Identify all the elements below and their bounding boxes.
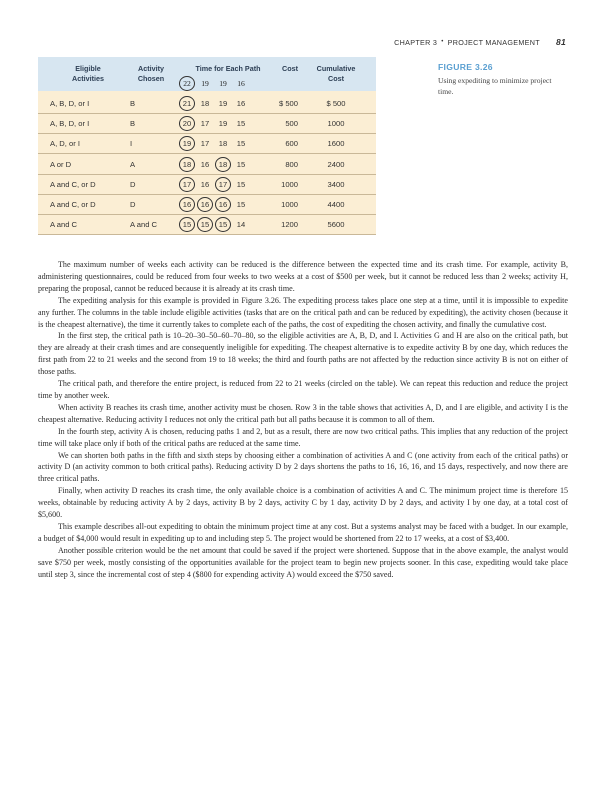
table-row — [38, 174, 376, 195]
figure-label: FIGURE 3.26 — [438, 62, 493, 72]
body-paragraph: In the first step, the critical path is 10–20–30–50–60–70–80, so the eligible activities are A, B, D, and I. Activities G and H are also on the critical path, but they are already at their crash times and are consequently ineligible for expediting. The cheapest alternative is to expedite activity B by one day, which reduces the first path from 22 to 21 weeks and the second from 19 to 18 weeks; the third and fourth paths are not affected by the reduction since activity B is not on either of those paths. — [38, 331, 568, 377]
eligible-activities: A, B, D, or I — [50, 119, 90, 129]
activity-chosen: D — [130, 179, 136, 189]
path-time: 15 — [236, 200, 246, 209]
header-cumulative: Cumulative Cost — [316, 64, 356, 83]
path-times — [179, 157, 249, 172]
header-chosen: Activity Chosen — [137, 64, 165, 83]
path-times — [179, 116, 249, 131]
eligible-activities: A and C, or D — [50, 179, 96, 189]
table-row — [38, 133, 376, 154]
path-time: 16 — [236, 99, 246, 108]
activity-chosen: B — [130, 119, 136, 129]
header-bullet: • — [441, 39, 444, 45]
header-eligible: Eligible Activities — [72, 64, 104, 83]
table-row — [38, 113, 376, 134]
cost: 1200 — [281, 220, 298, 230]
path-time: 16 — [200, 159, 210, 169]
circled-path-time: 17 — [179, 177, 195, 192]
activity-chosen: I — [130, 139, 133, 149]
path-time: 16 — [237, 79, 245, 88]
circled-path-time: 18 — [179, 157, 195, 172]
path-time: 15 — [236, 119, 246, 129]
body-paragraph: Another possible criterion would be the net amount that could be saved if the project were shortened. Suppose that in the above example, the analyst would save $750 per week, mostly consisting of the opportunities available for the project team to begin new projects sooner. In this case, expediting would take place until step 3, since the incremental cost of step 4 ($800 for expending activity A) would exceed the $750 saved. — [38, 545, 568, 579]
circled-path-time: 16 — [197, 197, 213, 212]
eligible-activities: A, B, D, or I — [50, 99, 90, 108]
cumulative-cost: 3400 — [327, 179, 345, 189]
activity-chosen: A and C — [130, 220, 158, 230]
eligible-activities: A or D — [50, 159, 72, 169]
expediting-table — [38, 57, 376, 235]
path-time: 15 — [236, 179, 246, 189]
page-number: 81 — [555, 37, 566, 47]
path-times — [179, 96, 249, 111]
table-row — [38, 154, 376, 175]
circled-path-time: 15 — [215, 217, 231, 232]
path-time: 17 — [200, 119, 210, 129]
path-time: 14 — [236, 220, 246, 230]
table-row — [38, 214, 376, 235]
eligible-activities: A, D, or I — [50, 139, 80, 149]
path-time: 15 — [236, 139, 246, 149]
cost: 500 — [285, 119, 298, 129]
header-cost: Cost — [282, 64, 298, 73]
table-row — [38, 93, 376, 114]
cumulative-cost: 4400 — [327, 200, 345, 209]
cumulative-cost: 5600 — [327, 220, 345, 230]
path-time: 19 — [201, 79, 209, 88]
path-time: 15 — [236, 159, 246, 169]
body-paragraph: When activity B reaches its crash time, another activity must be chosen. Row 3 in the table shows that activities A, D, and I are eligible, and activity I is the cheapest alternative. Reducing activity I reduces not only the critical path but all paths because it is common to all of them. — [38, 402, 568, 424]
body-paragraph: We can shorten both paths in the fifth and sixth steps by choosing either a combination of activities A and C (one activity from each of the critical paths) or activity D (an activity common to both critical paths). Reducing activity D by 2 days shortens the paths to 16, 16, 16, and 15 days, respectively, and now there are three critical paths. — [38, 450, 568, 484]
section-label: PROJECT MANAGEMENT — [447, 37, 540, 47]
cost: 1000 — [281, 179, 298, 189]
circled-path-time: 22 — [179, 76, 195, 91]
circled-path-time: 20 — [179, 116, 195, 131]
path-time: 16 — [200, 179, 210, 189]
path-time: 17 — [200, 139, 210, 149]
header-paths: Time for Each Path — [195, 64, 261, 73]
cost: 600 — [285, 139, 298, 149]
eligible-activities: A and C — [50, 220, 78, 230]
circled-path-time: 21 — [179, 96, 195, 111]
eligible-activities: A and C, or D — [50, 200, 96, 209]
circled-path-time: 18 — [215, 157, 231, 172]
body-paragraph: This example describes all-out expediting to obtain the minimum project time at any cost. But a systems analyst may be faced with a budget. In our example, a budget of $4,000 would result in expediting up to and including step 5. The project would be shortened from 22 to 17 weeks, at a cost of $3,400. — [38, 521, 568, 543]
cumulative-cost: 2400 — [327, 159, 345, 169]
path-times — [179, 136, 249, 151]
path-times — [179, 177, 249, 192]
body-paragraph: In the fourth step, activity A is chosen, reducing paths 1 and 2, but as a result, there are now two critical paths. This implies that any reduction of the project time will take place only if both of the critical paths are reduced at the same time. — [38, 426, 568, 448]
cost: 1000 — [281, 200, 298, 209]
circled-path-time: 16 — [215, 197, 231, 212]
circled-path-time: 16 — [179, 197, 195, 212]
cost: 800 — [285, 159, 298, 169]
activity-chosen: D — [130, 200, 136, 209]
cumulative-cost: 1600 — [327, 139, 345, 149]
cumulative-cost: 1000 — [327, 119, 345, 129]
chapter-label: CHAPTER 3 — [394, 37, 438, 47]
path-time: 19 — [218, 99, 228, 108]
figure-caption: Using expediting to minimize project time. — [438, 76, 552, 96]
circled-path-time: 19 — [179, 136, 195, 151]
body-paragraph: The expediting analysis for this example is provided in Figure 3.26. The expediting process takes place one step at a time, until it is impossible to expedite any further. The columns in the table include eligible activities (tasks that are on the critical path and can be reduced by expediting), the activity chosen (because it is the cheapest alternative), the time it currently takes to complete each of the paths, the cost of expediting the chosen activity, and finally the cumulative cost. — [38, 295, 568, 329]
initial-path-times — [179, 76, 249, 91]
circled-path-time: 15 — [197, 217, 213, 232]
cumulative-cost: $ 500 — [326, 99, 346, 108]
table-header — [38, 57, 376, 91]
table-row — [38, 194, 376, 215]
cost: $ 500 — [278, 99, 298, 108]
body-paragraph: The critical path, and therefore the entire project, is reduced from 22 to 21 weeks (circled on the table). We can repeat this reduction and reduce the project time by another week. — [38, 379, 568, 400]
path-time: 19 — [218, 119, 228, 129]
body-text — [38, 259, 568, 580]
running-header — [394, 37, 566, 47]
activity-chosen: B — [130, 99, 136, 108]
body-paragraph: Finally, when activity D reaches its crash time, the only available choice is a combination of activities A and C. The minimum project time is therefore 15 weeks, obtainable by reducing activity A by 2 days, activity B by 2 days, activity C by 1 day, activity D by 2 days, and activity I by one day, at a total cost of $5,600. — [38, 486, 568, 520]
path-time: 19 — [219, 79, 227, 88]
path-time: 18 — [218, 139, 228, 149]
activity-chosen: A — [130, 159, 136, 169]
path-time: 18 — [200, 99, 210, 108]
path-times — [179, 197, 249, 212]
body-paragraph: The maximum number of weeks each activity can be reduced is the difference between the expected time and its crash time. For example, activity B, administering questionnaires, could be reduced from four weeks to two weeks at a cost of $500 per week, but it cannot be reduced less than 2 weeks; activity H, preparing the proposal, cannot be reduced because it is already at its crash time. — [38, 260, 568, 293]
circled-path-time: 15 — [179, 217, 195, 232]
circled-path-time: 17 — [215, 177, 231, 192]
path-times — [179, 217, 249, 232]
